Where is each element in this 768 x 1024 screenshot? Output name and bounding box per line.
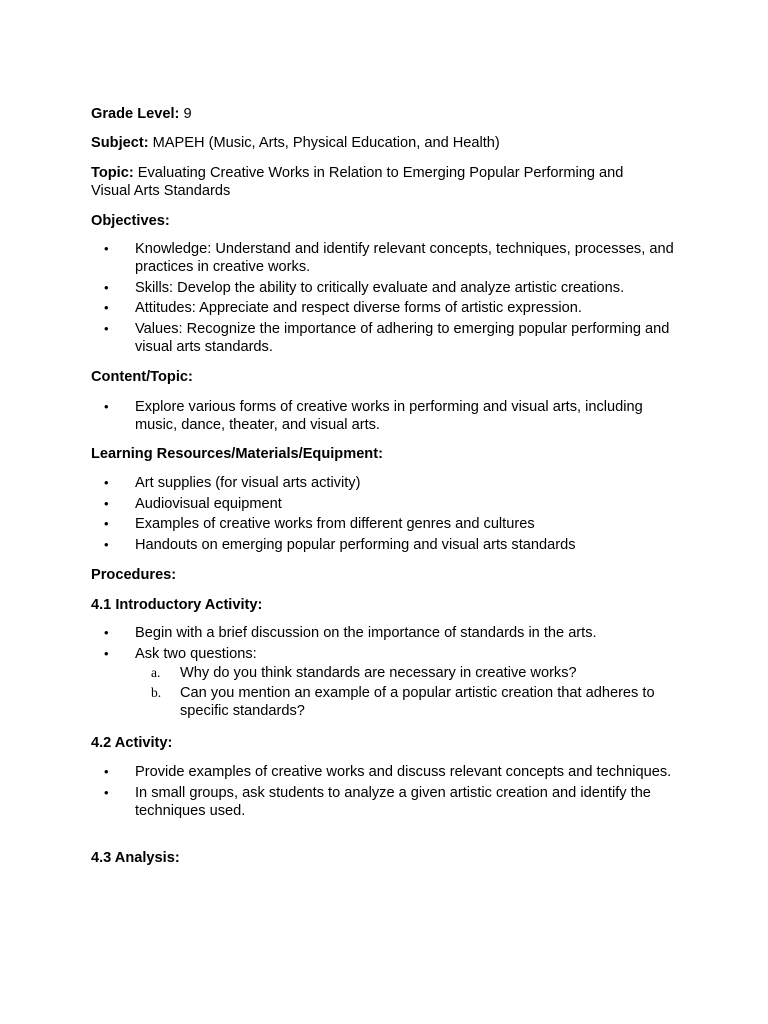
topic-value: Evaluating Creative Works in Relation to Emerging Popular Performing and Visual Arts Standards [91,165,624,199]
analysis-heading: 4.3 Analysis: [91,850,180,866]
grade-level-line [91,105,691,123]
procedures-heading: Procedures: [91,567,177,583]
list-item: • Knowledge: Understand and identify relevant concepts, techniques, processes, and practices in creative works. [91,240,686,276]
list-item [91,645,691,721]
grade-level-label: Grade Level: [91,106,180,122]
questions-list [135,664,691,721]
question-text: Can you mention an example of a popular artistic creation that adheres to specific standards? [180,685,655,719]
content-list [91,398,671,437]
question-text: Why do you think standards are necessary in creative works? [180,664,577,681]
list-item: • Begin with a brief discussion on the importance of standards in the arts. [91,624,691,642]
list-item: • Examples of creative works from different genres and cultures [91,515,691,533]
list-item: • Audiovisual equipment [91,495,691,513]
resources-heading: Learning Resources/Materials/Equipment: [91,446,383,462]
list-item: • Explore various forms of creative works in performing and visual arts, including music, dance, theater, and visual arts. [91,398,671,434]
question-marker: b. [151,685,162,700]
activity-list [91,763,681,822]
subject-label: Subject: [91,135,149,151]
introductory-activity-heading: 4.1 Introductory Activity: [91,597,263,613]
list-item: • Handouts on emerging popular performing and visual arts standards [91,536,691,554]
grade-level-value: 9 [183,106,192,122]
question-item [135,684,691,720]
topic-line [91,164,651,200]
objectives-heading: Objectives: [91,213,170,229]
list-item: • In small groups, ask students to analyze a given artistic creation and identify the techniques used. [91,784,681,820]
subject-value: MAPEH (Music, Arts, Physical Education, and Health) [152,135,500,151]
list-item-text: Ask two questions: [135,645,257,662]
question-item [135,664,691,682]
subject-line [91,134,691,152]
topic-label: Topic: [91,165,134,181]
introductory-activity-list [91,624,691,723]
activity-heading: 4.2 Activity: [91,735,173,751]
objectives-list [91,240,686,358]
list-item: • Values: Recognize the importance of adhering to emerging popular performing and visual arts standards. [91,320,686,356]
list-item: • Provide examples of creative works and discuss relevant concepts and techniques. [91,763,681,781]
resources-list [91,474,691,556]
content-heading: Content/Topic: [91,369,193,385]
list-item: • Art supplies (for visual arts activity) [91,474,691,492]
question-marker: a. [151,664,161,680]
list-item: • Attitudes: Appreciate and respect diverse forms of artistic expression. [91,299,686,317]
list-item: • Skills: Develop the ability to critically evaluate and analyze artistic creations. [91,279,686,297]
